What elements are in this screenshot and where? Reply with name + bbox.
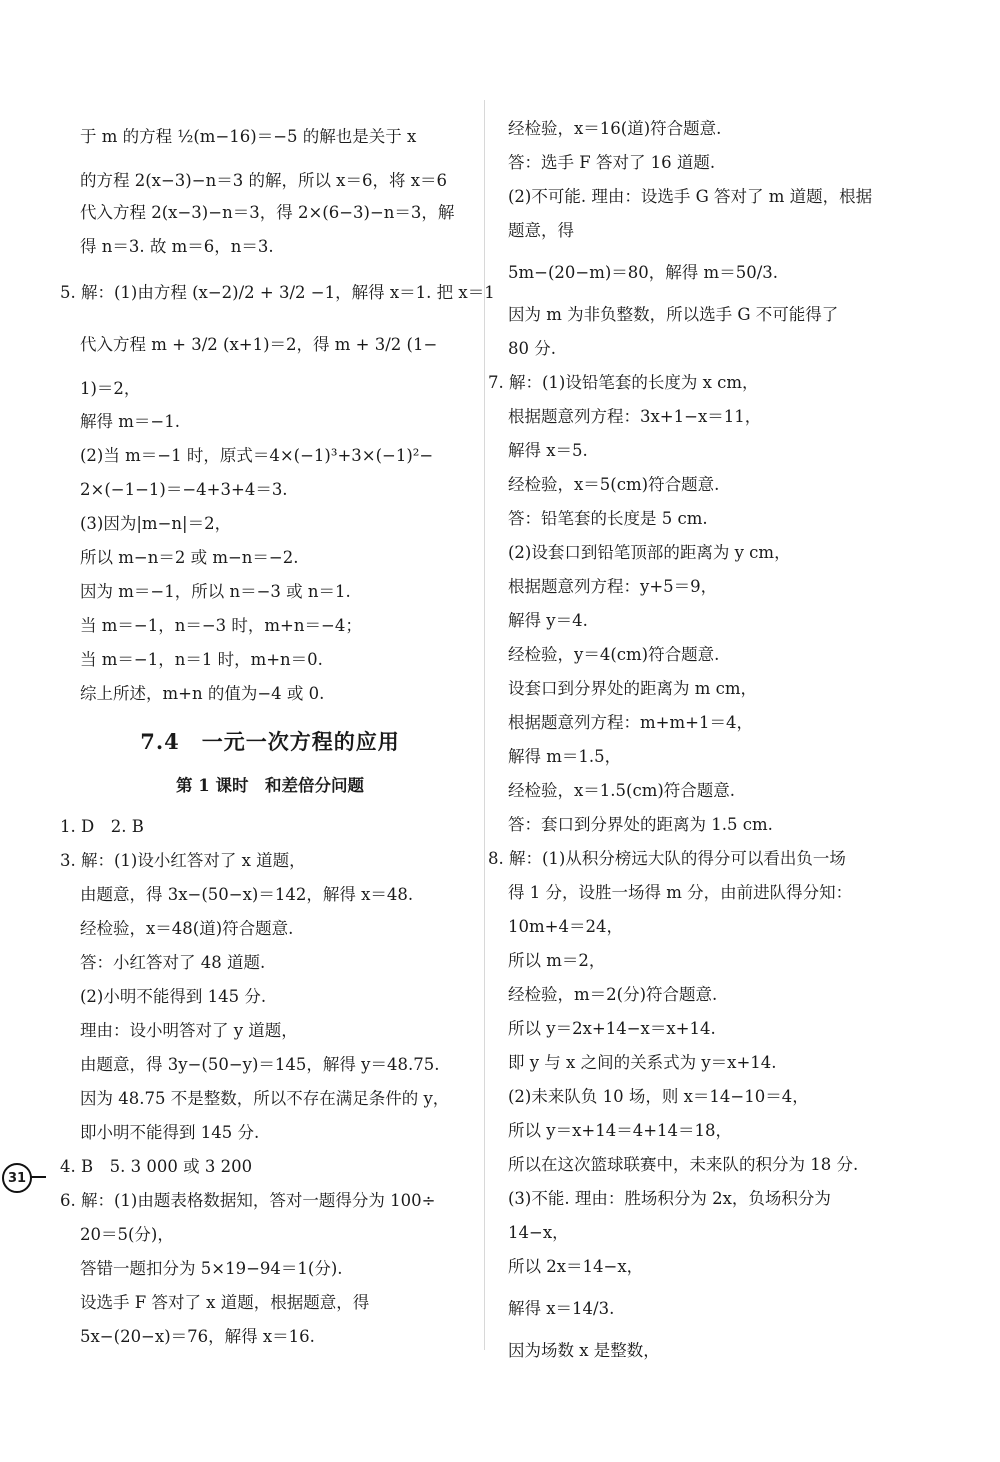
text-line: 所以 m−n＝2 或 m−n＝−2. <box>80 548 299 567</box>
text-line: 7. 解：(1)设铅笔套的长度为 x cm， <box>488 373 759 392</box>
text-line: 因为场数 x 是整数， <box>508 1341 660 1360</box>
text-line: 答：选手 F 答对了 16 道题. <box>508 153 716 172</box>
page-number: 31 <box>2 1163 32 1193</box>
text-line: 经检验，x＝1.5(cm)符合题意. <box>508 781 736 800</box>
text-line: 因为 m＝−1，所以 n＝−3 或 n＝1. <box>80 582 351 601</box>
text-line: 5m−(20−m)＝80，解得 m＝50/3. <box>508 263 778 282</box>
text-line: 解得 x＝14/3. <box>508 1299 615 1318</box>
text-line: 解得 m＝−1. <box>80 412 180 431</box>
section-title: 7.4 一元一次方程的应用 <box>140 729 400 754</box>
text-line: 根据题意列方程：y+5＝9， <box>508 577 718 596</box>
text-line: 经检验，m＝2(分)符合题意. <box>508 985 718 1004</box>
text-line: 即小明不能得到 145 分. <box>80 1123 260 1142</box>
text-line: 代入方程 m + 3/2 (x+1)＝2，得 m + 3/2 (1− <box>80 335 438 354</box>
page-number-dash <box>30 1176 46 1178</box>
text-line: (3)不能. 理由：胜场积分为 2x，负场积分为 <box>508 1189 831 1208</box>
text-line: (2)不可能. 理由：设选手 G 答对了 m 道题，根据 <box>508 187 873 206</box>
text-line: 20＝5(分)， <box>80 1225 174 1244</box>
subsection-title: 第 1 课时 和差倍分问题 <box>176 776 364 795</box>
text-line: 经检验，x＝5(cm)符合题意. <box>508 475 720 494</box>
text-line: 解得 m＝1.5， <box>508 747 622 766</box>
text-line: (2)小明不能得到 145 分. <box>80 987 267 1006</box>
text-line: 10m+4＝24， <box>508 917 623 936</box>
text-line: 于 m 的方程 ½(m−16)＝−5 的解也是关于 x <box>80 127 417 146</box>
text-line: 所以 m＝2， <box>508 951 606 970</box>
text-line: 2×(−1−1)＝−4+3+4＝3. <box>80 480 288 499</box>
text-line: 因为 48.75 不是整数，所以不存在满足条件的 y， <box>80 1089 450 1108</box>
text-line: 解得 y＝4. <box>508 611 588 630</box>
text-line: 当 m＝−1，n＝1 时，m+n＝0. <box>80 650 323 669</box>
watermark-logo <box>543 1069 896 1371</box>
text-line: 理由：设小明答对了 y 道题， <box>80 1021 298 1040</box>
text-line: 答：套口到分界处的距离为 1.5 cm. <box>508 815 773 834</box>
text-line: 根据题意列方程：3x+1−x＝11， <box>508 407 762 426</box>
text-line: 1. D 2. B <box>60 817 144 836</box>
text-line: 8. 解：(1)从积分榜远大队的得分可以看出负一场 <box>488 849 846 868</box>
text-line: 得 1 分，设胜一场得 m 分，由前进队得分知： <box>508 883 853 902</box>
text-line: 5x−(20−x)＝76，解得 x＝16. <box>80 1327 315 1346</box>
text-line: 5. 解：(1)由方程 (x−2)/2 + 3/2 −1，解得 x＝1. 把 x＝1 <box>60 283 495 302</box>
text-line: 所以 2x＝14−x， <box>508 1257 644 1276</box>
text-line: 因为 m 为非负整数，所以选手 G 不可能得了 <box>508 305 839 324</box>
corner-logo <box>810 1378 990 1458</box>
text-line: 答：铅笔套的长度是 5 cm. <box>508 509 708 528</box>
text-line: 所以 y＝2x+14−x＝x+14. <box>508 1019 716 1038</box>
text-line: 综上所述，m+n 的值为−4 或 0. <box>80 684 325 703</box>
text-line: 经检验，x＝48(道)符合题意. <box>80 919 294 938</box>
text-line: 解得 x＝5. <box>508 441 588 460</box>
text-line: 答：小红答对了 48 道题. <box>80 953 266 972</box>
text-line: 3. 解：(1)设小红答对了 x 道题， <box>60 851 306 870</box>
text-line: 设套口到分界处的距离为 m cm， <box>508 679 758 698</box>
text-line: 4. B 5. 3 000 或 3 200 <box>60 1157 253 1176</box>
text-line: 1)＝2， <box>80 379 141 398</box>
text-line: 代入方程 2(x−3)−n＝3，得 2×(6−3)−n＝3，解 <box>80 203 455 222</box>
text-line: 答错一题扣分为 5×19−94＝1(分). <box>80 1259 343 1278</box>
text-line: 得 n＝3. 故 m＝6，n＝3. <box>80 237 274 256</box>
text-line: 由题意，得 3y−(50−y)＝145，解得 y＝48.75. <box>80 1055 440 1074</box>
text-line: (3)因为|m−n|＝2， <box>80 514 232 533</box>
text-line: 经检验，y＝4(cm)符合题意. <box>508 645 720 664</box>
text-line: 题意，得 <box>508 221 574 240</box>
text-line: 设选手 F 答对了 x 道题，根据题意，得 <box>80 1293 370 1312</box>
text-line: 根据题意列方程：m+m+1＝4， <box>508 713 753 732</box>
text-line: 80 分. <box>508 339 556 358</box>
text-line: (2)设套口到铅笔顶部的距离为 y cm， <box>508 543 791 562</box>
text-line: 6. 解：(1)由题表格数据知，答对一题得分为 100÷ <box>60 1191 436 1210</box>
text-line: (2)未来队负 10 场，则 x＝14−10＝4， <box>508 1087 809 1106</box>
text-line: 的方程 2(x−3)−n＝3 的解，所以 x＝6，将 x＝6 <box>80 171 448 190</box>
text-line: (2)当 m＝−1 时，原式＝4×(−1)³+3×(−1)²− <box>80 446 434 465</box>
text-line: 当 m＝−1，n＝−3 时，m+n＝−4； <box>80 616 362 635</box>
text-line: 即 y 与 x 之间的关系式为 y＝x+14. <box>508 1053 777 1072</box>
text-line: 所以 y＝x+14＝4+14＝18， <box>508 1121 733 1140</box>
text-line: 经检验，x＝16(道)符合题意. <box>508 119 722 138</box>
text-line: 所以在这次篮球联赛中，未来队的积分为 18 分. <box>508 1155 859 1174</box>
text-line: 由题意，得 3x−(50−x)＝142，解得 x＝48. <box>80 885 414 904</box>
text-line: 14−x， <box>508 1223 569 1242</box>
